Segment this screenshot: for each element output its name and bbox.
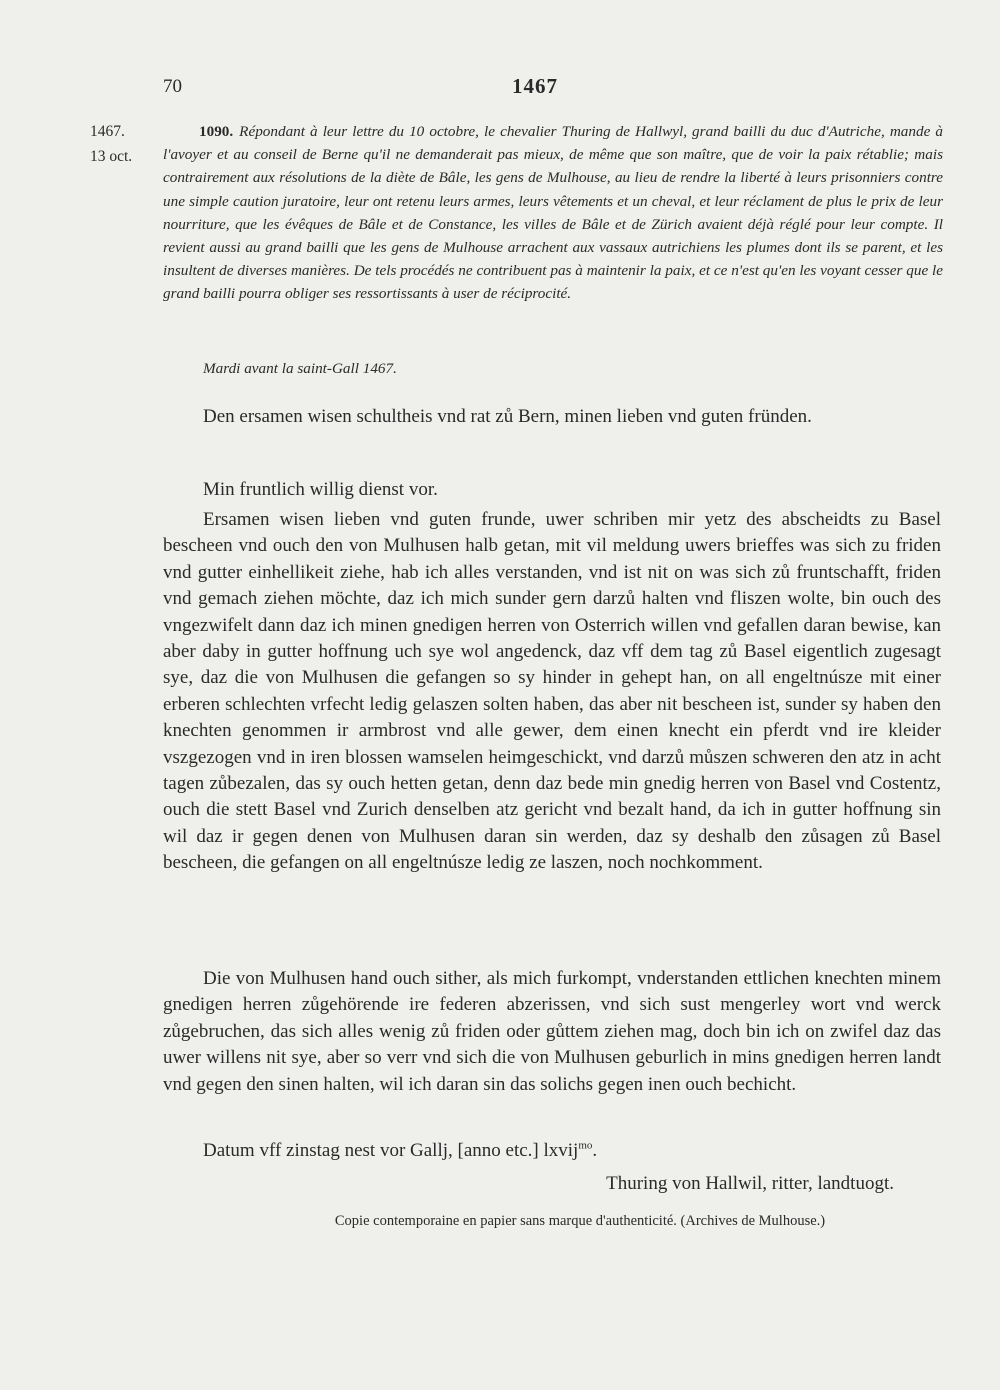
letter-dating xyxy=(163,1138,941,1164)
paragraph-1-text: Ersamen wisen lieben vnd guten frunde, uwer schriben mir yetz des abscheidts zu Basel bescheen vnd ouch den von Mulhusen halb getan, mit vil meldung uwers brieffes was sich zu friden vnd gutter einhellikeit ziehe, hab ich alles verstanden, vnd ist nit on was sich zů fruntschafft, friden vnd gemach ziehen möchte, daz ich mich sunder gern darzů halten vnd fliszen wolte, bin ouch des vngezwifelt dann daz ich minen gnedigen herren von Osterrich willen vnd gefallen daran bewise, kan aber daby in gutter hoffnung uch sye wol angedenck, daz vff dem tag zů Basel eigentlich zugesagt sye, daz die von Mulhusen die gefangen so sy hinder in gehept han, on all engeltnúsze mit einer erberen schlechten vrfecht ledig gelaszen solten haben, das aber nit bescheen ist, sunder sy haben den knechten genommen ir armbrost vnd alle gewer, dem einen knecht ein pferdt vnd ire kleider vszgezogen vnd in iren blossen wamselen heimgeschickt, vnd darzů můszen schweren den atz in acht tagen zůbezalen, das sy ouch hetten getan, denn daz bede min gnedig herren von Basel vnd Costentz, ouch die stett Basel vnd Zurich denselben atz gericht vnd bezalt hand, da ich in gutter hoffnung sin wil daz ir gegen denen von Mulhusen daran sin werden, daz sy deshalb den zůsagen zů Basel bescheen, die gefangen on all engeltnúsze ledig ze laszen, noch nochkomment. xyxy=(163,509,941,874)
greeting-text: Min fruntlich willig dienst vor. xyxy=(203,479,438,500)
page-number: 70 xyxy=(163,76,182,97)
regest-text: Répondant à leur lettre du 10 octobre, le chevalier Thuring de Hallwyl, grand bailli du duc d'Autriche, mande à l'avoyer et au conseil de Berne qu'il ne demanderait pas mieux, de même que son maître, que de voir la paix rétablie; mais contrairement aux résolutions de la diète de Bâle, les gens de Mulhouse, au lieu de rendre la liberté à leurs prisonniers contre une simple caution juratoire, leur ont retenu leurs armes, leurs vêtements et un cheval, et leur réclament de plus le prix de leur nourriture, que les évêques de Bâle et de Constance, les villes de Bâle et de Zürich avaient déjà réglé pour leur compte. Il revient aussi au grand bailli que les gens de Mulhouse arrachent aux vassaux autrichiens les plumes dont ils se parent, et les insultent de diverses manières. De tels procédés ne contribuent pas à maintenir la paix, et ce n'est qu'en les voyant cesser que le grand bailli pourra obliger ses ressortissants à user de réciprocité. xyxy=(163,123,943,303)
letter-paragraph-1 xyxy=(163,507,941,877)
regest-date: Mardi avant la saint-Gall 1467. xyxy=(203,360,397,377)
address-text: Den ersamen wisen schultheis vnd rat zů Bern, minen lieben vnd guten fründen. xyxy=(203,406,812,427)
letter-greeting xyxy=(163,477,941,503)
dating-end: . xyxy=(592,1140,598,1161)
signature: Thuring von Hallwil, ritter, landtuogt. xyxy=(606,1173,894,1194)
letter-address xyxy=(163,404,941,430)
running-head: 1467 xyxy=(512,74,558,98)
paragraph-2-text: Die von Mulhusen hand ouch sither, als mich furkompt, vnderstanden ettlichen knechten minem gnedigen herren zůgehörende ire federen abzerissen, vnd sich sust mengerley wort vnd werck zůgebruchen, das sich alles wenig zů friden oder gůttem ziehen mag, doch bin ich on zwifel daz das uwer willens nit sye, aber so verr vnd sich die von Mulhusen geburlich in mins gnedigen herren landt vnd gegen den sinen halten, wil ich daran sin das solichs gegen inen ouch bechicht. xyxy=(163,968,941,1095)
source-note: Copie contemporaine en papier sans marque d'authenticité. (Archives de Mulhouse.) xyxy=(334,1213,826,1229)
document-number: 1090. xyxy=(199,123,234,140)
margin-year: 1467. xyxy=(90,123,125,140)
regest-summary xyxy=(163,120,943,306)
letter-paragraph-2 xyxy=(163,966,941,1098)
dating-superscript: mo xyxy=(578,1139,593,1152)
margin-date: 13 oct. xyxy=(90,148,133,165)
dating-text: Datum vff zinstag nest vor Gallj, [anno etc.] lxvij xyxy=(203,1140,579,1161)
